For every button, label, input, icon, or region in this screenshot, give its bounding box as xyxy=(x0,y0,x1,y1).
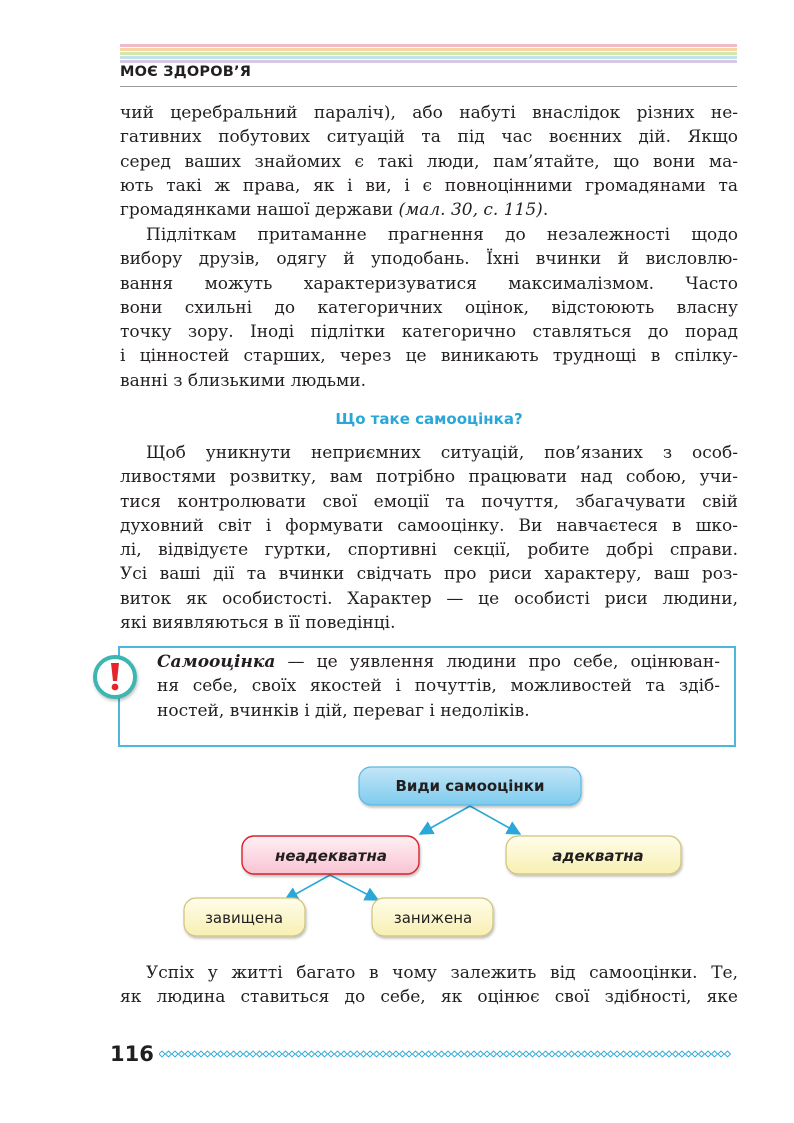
diamond-ornament xyxy=(244,1051,250,1057)
diamond-ornament xyxy=(556,1051,562,1057)
arrow-left-to-underrated xyxy=(330,875,378,900)
diamond-ornament xyxy=(166,1051,172,1057)
subheading: Що таке самооцінка? xyxy=(335,410,523,428)
diamond-ornament xyxy=(517,1051,523,1057)
diamond-ornament xyxy=(393,1051,399,1057)
diamond-ornament xyxy=(192,1051,198,1057)
diamond-ornament xyxy=(179,1051,185,1057)
diamond-ornament xyxy=(283,1051,289,1057)
text-line: як людина ставиться до себе, як оцінює свої здібності, яке xyxy=(120,987,738,1008)
inadequate-label: неадекватна xyxy=(275,847,387,865)
diamond-ornament xyxy=(439,1051,445,1057)
diamond-ornament xyxy=(263,1051,269,1057)
diamond-ornament xyxy=(712,1051,718,1057)
diamond-ornament xyxy=(634,1051,640,1057)
diamond-ornament xyxy=(374,1051,380,1057)
diamond-ornament xyxy=(354,1051,360,1057)
diamond-ornament xyxy=(348,1051,354,1057)
diamond-ornament xyxy=(621,1051,627,1057)
diamond-ornament xyxy=(666,1051,672,1057)
diamond-row xyxy=(159,1051,731,1057)
diamond-ornament xyxy=(504,1051,510,1057)
text-line: чий церебральний параліч), або набуті внаслідок різних не- xyxy=(120,103,738,123)
diamond-ornament xyxy=(270,1051,276,1057)
diagram-node-overrated xyxy=(184,898,305,936)
diamond-ornament xyxy=(491,1051,497,1057)
diamond-ornament xyxy=(530,1051,536,1057)
diamond-ornament xyxy=(465,1051,471,1057)
diamond-ornament xyxy=(478,1051,484,1057)
text-line: ють такі ж права, як і ви, і є повноцінними громадянами та xyxy=(120,175,738,196)
diamond-ornament xyxy=(250,1051,256,1057)
diagram-node-inadequate xyxy=(242,836,419,874)
diamond-ornament xyxy=(484,1051,490,1057)
diamond-ornament xyxy=(315,1051,321,1057)
diamond-ornament xyxy=(426,1051,432,1057)
diamond-ornament xyxy=(257,1051,263,1057)
diamond-ornament xyxy=(296,1051,302,1057)
diamond-ornament xyxy=(569,1051,575,1057)
diamond-ornament xyxy=(328,1051,334,1057)
diamond-ornament xyxy=(497,1051,503,1057)
text-line: Щоб уникнути неприємних ситуацій, пов’язаних з особ- xyxy=(146,443,738,463)
text-line: Успіх у житті багато в чому залежить від самооцінки. Те, xyxy=(146,963,738,983)
diamond-ornament xyxy=(614,1051,620,1057)
diamond-ornament xyxy=(289,1051,295,1057)
diamond-ornament xyxy=(406,1051,412,1057)
text-line: Усі ваші дії та вчинки свідчать про риси характеру, ваш роз- xyxy=(120,564,738,585)
diamond-ornament xyxy=(575,1051,581,1057)
diamond-ornament xyxy=(673,1051,679,1057)
diamond-ornament xyxy=(582,1051,588,1057)
diamond-ornament xyxy=(718,1051,724,1057)
diamond-ornament xyxy=(380,1051,386,1057)
diamond-ornament xyxy=(224,1051,230,1057)
diamond-ornament xyxy=(432,1051,438,1057)
text-line: тися контролювати свої емоції та почуття, збагачувати свій xyxy=(120,491,738,512)
diamond-ornament xyxy=(302,1051,308,1057)
diamond-ornament xyxy=(452,1051,458,1057)
overrated-label: завищена xyxy=(204,909,284,927)
diamond-ornament xyxy=(699,1051,705,1057)
diamond-ornament xyxy=(335,1051,341,1057)
text-line: ня себе, своїх якостей і почуттів, можливостей та здіб- xyxy=(157,676,720,697)
diamond-ornament xyxy=(660,1051,666,1057)
figure-reference: (мал. 30, с. 115) xyxy=(398,200,543,221)
arrow-root-to-right xyxy=(470,806,520,834)
diamond-ornament xyxy=(185,1051,191,1057)
diamond-ornament xyxy=(627,1051,633,1057)
diamond-ornament xyxy=(647,1051,653,1057)
diamond-ornament xyxy=(211,1051,217,1057)
text-line: вання можуть характеризуватися максималізмом. Часто xyxy=(120,273,738,294)
text-line: серед ваших знайомих є такі люди, пам’ятайте, що вони ма- xyxy=(120,151,738,172)
diamond-ornament xyxy=(543,1051,549,1057)
diamond-ornament xyxy=(172,1051,178,1057)
adequate-label: адекватна xyxy=(552,847,644,865)
diamond-ornament xyxy=(588,1051,594,1057)
diamond-ornament xyxy=(686,1051,692,1057)
diamond-ornament xyxy=(387,1051,393,1057)
diamond-ornament xyxy=(309,1051,315,1057)
diamond-ornament xyxy=(679,1051,685,1057)
text-line: лі, відвідуєте гуртки, спортивні секції, робите добрі справи. xyxy=(120,540,738,561)
diamond-ornament xyxy=(218,1051,224,1057)
text-line: які виявляються в її поведінці. xyxy=(120,613,396,634)
diamond-ornament xyxy=(367,1051,373,1057)
text-line: ванні з близькими людьми. xyxy=(120,370,366,391)
diamond-ornament xyxy=(608,1051,614,1057)
text-line: духовний світ і формувати самооцінку. Ви навчаєтеся в шко- xyxy=(120,515,738,536)
text-line: вони схильні до категоричних оцінок, відстоюють власну xyxy=(120,297,738,318)
text-line: вибору друзів, одягу й уподобань. Їхні вчинки й висловлю- xyxy=(120,249,738,270)
diamond-ornament xyxy=(725,1051,731,1057)
diamond-ornament xyxy=(237,1051,243,1057)
diamond-ornament xyxy=(536,1051,542,1057)
diagram-node-root xyxy=(359,767,581,805)
page-number: 116 xyxy=(110,1042,154,1066)
diagram-node-underrated xyxy=(372,898,493,936)
diamond-ornament xyxy=(640,1051,646,1057)
diamond-ornament xyxy=(413,1051,419,1057)
text-line: точку зору. Іноді підлітки категорично ставляться до порад xyxy=(120,322,738,343)
text-line: виток як особистості. Характер — це особисті риси людини, xyxy=(120,588,738,609)
diamond-ornament xyxy=(510,1051,516,1057)
text-line: і цінностей старших, через це виникають труднощі в спілку- xyxy=(120,346,738,367)
diamond-ornament xyxy=(159,1051,165,1057)
diamond-ornament xyxy=(231,1051,237,1057)
diamond-ornament xyxy=(523,1051,529,1057)
diamond-ornament xyxy=(549,1051,555,1057)
diamond-ornament xyxy=(601,1051,607,1057)
diamond-ornament xyxy=(205,1051,211,1057)
diamond-ornament xyxy=(692,1051,698,1057)
diamond-ornament xyxy=(562,1051,568,1057)
diamond-ornament xyxy=(445,1051,451,1057)
text-fragment: громадянками нашої держави xyxy=(120,200,399,221)
definition-term: Самооцінка xyxy=(157,652,276,672)
diagram-node-adequate xyxy=(506,836,681,874)
diamond-ornament xyxy=(400,1051,406,1057)
arrow-root-to-left xyxy=(420,806,470,834)
diamond-ornament xyxy=(276,1051,282,1057)
diamond-ornament xyxy=(705,1051,711,1057)
diamond-ornament xyxy=(458,1051,464,1057)
sentence-end: . xyxy=(542,200,549,221)
diamond-ornament xyxy=(595,1051,601,1057)
underrated-label: занижена xyxy=(393,909,473,927)
text-line: гативних побутових ситуацій та під час воєнних дій. Якщо xyxy=(120,127,738,148)
text-line: ностей, вчинків і дій, переваг і недоліків. xyxy=(157,700,530,721)
diamond-ornament xyxy=(322,1051,328,1057)
diamond-ornament xyxy=(341,1051,347,1057)
section-title: МОЄ ЗДОРОВ’Я xyxy=(120,64,252,80)
text-line: Підліткам притаманне прагнення до незалежності щодо xyxy=(146,225,738,245)
arrow-left-to-overrated xyxy=(285,875,330,900)
footer-diamond-border xyxy=(159,1049,737,1061)
text-line: ливостями розвитку, вам потрібно працювати над собою, учи- xyxy=(120,467,738,488)
diamond-ornament xyxy=(419,1051,425,1057)
diamond-ornament xyxy=(198,1051,204,1057)
root-label: Види самооцінки xyxy=(395,777,545,795)
text-fragment: — це уявлення людини про себе, оцінюван- xyxy=(275,652,720,672)
paragraph-4 xyxy=(120,961,738,1010)
diamond-ornament xyxy=(471,1051,477,1057)
diamond-ornament xyxy=(653,1051,659,1057)
diamond-ornament xyxy=(361,1051,367,1057)
